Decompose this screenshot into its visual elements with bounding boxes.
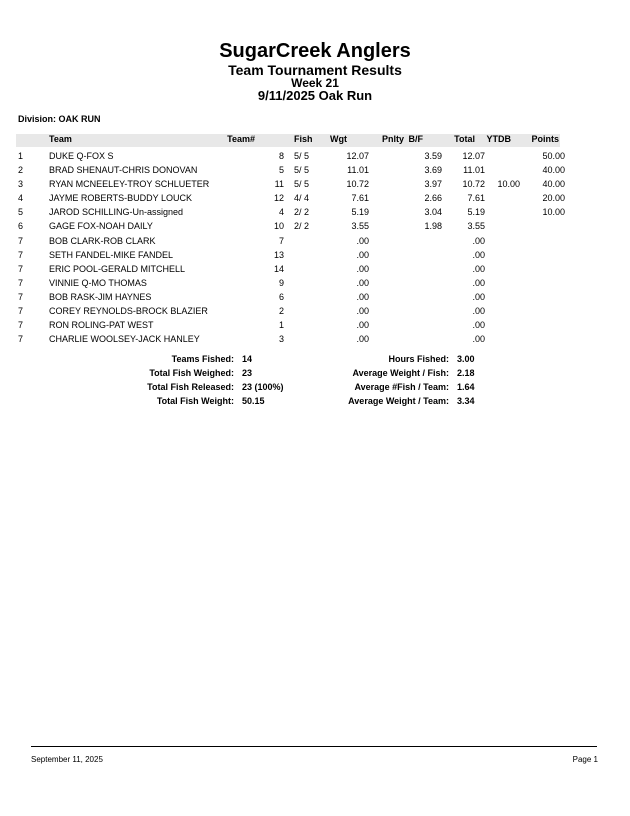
cell-big-fish: 2.66 [424, 193, 442, 204]
cell-place: 2 [18, 165, 24, 176]
cell-weight: .00 [356, 249, 369, 260]
cell-weight: .00 [356, 334, 369, 345]
cell-fish: 5/ 5 [294, 165, 310, 176]
cell-team-number: 2 [278, 306, 284, 317]
cell-fish: 2/ 2 [294, 221, 310, 232]
cell-team: BOB CLARK-ROB CLARK [49, 235, 156, 246]
cell-big-fish: 3.04 [424, 207, 442, 218]
stat-label: Total Fish Weighed: [149, 368, 234, 378]
stat-label: Hours Fished: [388, 354, 449, 364]
col-points: Points [531, 134, 559, 144]
cell-team: RON ROLING-PAT WEST [49, 320, 154, 331]
cell-team: RYAN MCNEELEY-TROY SCHLUETER [49, 179, 210, 190]
cell-total: .00 [472, 306, 485, 317]
report-week: Week 21 [291, 76, 339, 90]
cell-team-number: 8 [278, 151, 284, 161]
table-row [16, 205, 576, 219]
cell-team: CHARLIE WOOLSEY-JACK HANLEY [49, 334, 200, 345]
cell-weight: .00 [356, 320, 369, 331]
stat-label: Total Fish Released: [147, 382, 234, 392]
cell-team: ERIC POOL-GERALD MITCHELL [49, 263, 186, 274]
cell-total: .00 [472, 235, 485, 246]
cell-total: 12.07 [462, 151, 485, 161]
cell-weight: .00 [356, 277, 369, 288]
col-team: Team [49, 134, 72, 144]
cell-team: SETH FANDEL-MIKE FANDEL [49, 249, 174, 260]
cell-points: 50.00 [542, 151, 565, 161]
stat-value: 1.64 [457, 382, 475, 392]
cell-team-number: 12 [273, 193, 284, 204]
stat-value: 14 [242, 354, 253, 364]
cell-place: 7 [18, 249, 24, 260]
cell-fish: 5/ 5 [294, 151, 310, 161]
cell-weight: 12.07 [346, 151, 369, 161]
cell-weight: .00 [356, 263, 369, 274]
cell-total: .00 [472, 334, 485, 345]
col-total: Total [454, 134, 475, 144]
table-row [16, 163, 576, 177]
cell-place: 7 [18, 306, 24, 317]
col-big-fish: B/F [408, 134, 423, 144]
cell-team: COREY REYNOLDS-BROCK BLAZIER [49, 306, 208, 317]
report-title: SugarCreek Anglers [219, 40, 411, 62]
cell-place: 3 [18, 179, 24, 190]
cell-weight: 7.61 [351, 193, 369, 204]
stat-label: Teams Fished: [171, 354, 234, 364]
stat-value: 3.00 [457, 354, 475, 364]
cell-ytdb: 10.00 [497, 179, 520, 190]
stat-label: Average Weight / Team: [348, 396, 449, 406]
cell-total: 10.72 [462, 179, 485, 190]
cell-points: 40.00 [542, 165, 565, 176]
col-team-number: Team# [227, 134, 255, 144]
stat-label: Average #Fish / Team: [354, 382, 449, 392]
col-weight: Wgt [330, 134, 347, 144]
cell-weight: 10.72 [346, 179, 369, 190]
cell-team-number: 5 [278, 165, 284, 176]
stat-value: 2.18 [457, 368, 475, 378]
cell-place: 7 [18, 334, 24, 345]
stats-left-labels [0, 352, 234, 408]
cell-team-number: 3 [278, 334, 284, 345]
cell-points: 40.00 [542, 179, 565, 190]
stat-value: 23 (100%) [242, 382, 284, 392]
col-penalty: Pnlty [382, 134, 405, 144]
cell-weight: 5.19 [351, 207, 369, 218]
cell-team-number: 10 [273, 221, 284, 232]
stat-label: Average Weight / Fish: [352, 368, 449, 378]
cell-big-fish: 1.98 [424, 221, 442, 232]
footer-divider [31, 746, 597, 747]
cell-big-fish: 3.59 [424, 151, 442, 161]
table-row [16, 234, 576, 248]
table-row [16, 262, 576, 276]
cell-team-number: 7 [278, 235, 284, 246]
division-label: Division: OAK RUN [18, 114, 101, 124]
cell-team: JAROD SCHILLING-Un-assigned [49, 207, 184, 218]
cell-weight: 3.55 [351, 221, 369, 232]
table-row [16, 332, 576, 346]
results-table [16, 149, 576, 346]
cell-place: 1 [18, 151, 24, 161]
table-row [16, 276, 576, 290]
column-header-row [16, 134, 560, 147]
cell-place: 6 [18, 221, 24, 232]
cell-total: 3.55 [467, 221, 485, 232]
table-row [16, 177, 576, 191]
col-fish: Fish [294, 134, 313, 144]
cell-fish: 5/ 5 [294, 179, 310, 190]
cell-weight: .00 [356, 306, 369, 317]
cell-team: BRAD SHENAUT-CHRIS DONOVAN [49, 165, 198, 176]
cell-weight: 11.01 [347, 165, 369, 176]
cell-big-fish: 3.97 [424, 179, 442, 190]
footer-page-number: Page 1 [572, 755, 598, 764]
cell-team-number: 11 [274, 179, 284, 190]
cell-team: DUKE Q-FOX S [49, 151, 114, 161]
cell-fish: 4/ 4 [294, 193, 310, 204]
cell-place: 7 [18, 277, 24, 288]
cell-total: .00 [472, 291, 485, 302]
cell-total: 7.61 [467, 193, 485, 204]
cell-team-number: 13 [273, 249, 284, 260]
table-row [16, 149, 576, 163]
cell-total: 11.01 [463, 165, 485, 176]
table-row [16, 290, 576, 304]
cell-total: .00 [472, 320, 485, 331]
cell-team-number: 14 [273, 263, 284, 274]
cell-points: 20.00 [542, 193, 565, 204]
footer-date: September 11, 2025 [31, 755, 103, 764]
stat-value: 50.15 [242, 396, 265, 406]
cell-points: 10.00 [542, 207, 565, 218]
table-row [16, 248, 576, 262]
table-row [16, 304, 576, 318]
cell-weight: .00 [356, 235, 369, 246]
stats-right-values [457, 352, 517, 408]
cell-team: VINNIE Q-MO THOMAS [49, 277, 147, 288]
cell-team: GAGE FOX-NOAH DAILY [49, 221, 153, 232]
cell-total: .00 [472, 249, 485, 260]
cell-place: 5 [18, 207, 24, 218]
cell-total: .00 [472, 263, 485, 274]
stat-value: 23 [242, 368, 253, 378]
cell-place: 4 [18, 193, 24, 204]
stat-value: 3.34 [457, 396, 475, 406]
cell-total: .00 [472, 277, 485, 288]
cell-team: BOB RASK-JIM HAYNES [49, 291, 152, 302]
stats-right-labels [300, 352, 449, 408]
cell-place: 7 [18, 291, 24, 302]
cell-team-number: 6 [278, 291, 284, 302]
cell-place: 7 [18, 320, 24, 331]
col-ytdb: YTDB [486, 134, 511, 144]
cell-team-number: 1 [278, 320, 284, 331]
cell-big-fish: 3.69 [424, 165, 442, 176]
table-row [16, 318, 576, 332]
stat-label: Total Fish Weight: [156, 396, 234, 406]
cell-fish: 2/ 2 [294, 207, 310, 218]
table-row [16, 191, 576, 205]
table-row [16, 219, 576, 233]
cell-place: 7 [18, 235, 24, 246]
cell-team: JAYME ROBERTS-BUDDY LOUCK [49, 193, 193, 204]
cell-place: 7 [18, 263, 24, 274]
cell-team-number: 9 [278, 277, 284, 288]
report-subtitle: Team Tournament Results [228, 62, 402, 78]
cell-team-number: 4 [278, 207, 284, 218]
cell-weight: .00 [356, 291, 369, 302]
cell-total: 5.19 [467, 207, 485, 218]
report-event: 9/11/2025 Oak Run [257, 88, 373, 103]
